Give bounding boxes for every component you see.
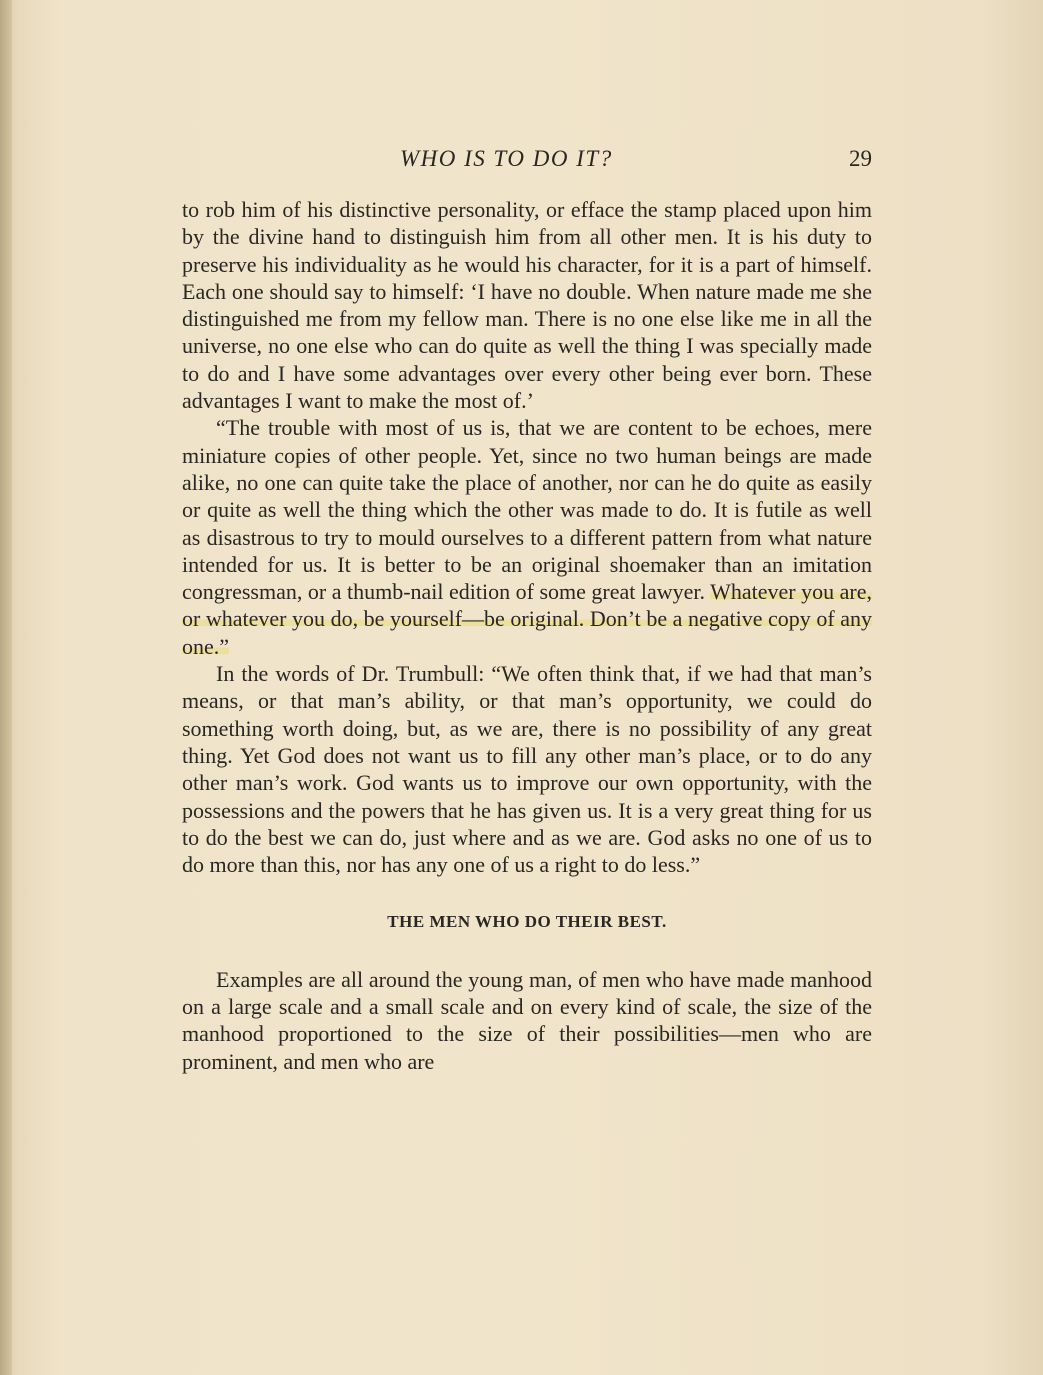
paragraph-trumbull: In the words of Dr. Trumbull: “We often think that, if we had that man’s means, or that man’s ability, or that man’s opportunity, we could do something worth doing, but, as we are, there is no possibility of any great thing. Yet God does not want us to fill any other man’s place, or to do any other man’s work. God wants us to improve our own opportunity, with the possessions and the powers that he has given us. It is a very great thing for us to do the best we can do, just where and as we are. God asks no one of us to do more than this, nor has any one of us a right to do less.”: [182, 661, 872, 878]
paragraph-continued: to rob him of his distinctive personality, or efface the stamp placed upon him by the divine hand to distinguish him from all other men. It is his duty to preserve his individuality as he would his character, for it is a part of himself. Each one should say to himself: ‘I have no double. When nature made me she distinguished me from my fellow man. There is no one else like me in all the universe, no one else who can do quite as well the thing I was specially made to do and I have some advantages over every other being ever born. These advantages I want to make the most of.’: [182, 197, 872, 414]
page-number: 29: [849, 146, 872, 171]
paragraph-quote: [182, 414, 872, 660]
paragraph-quote-text: “The trouble with most of us is, that we are content to be echoes, mere miniature copies of other people. Yet, since no two human beings are made alike, no one can quite take the place of another, nor can he do quite as easily or quite as well the thing which the other was made to do. It is futile as well as disastrous to try to mould ourselves to a different pattern from what nature intended for us. It is better to be an original shoemaker than an imitation congressman, or a thumb-nail edition of some great lawyer.: [182, 415, 872, 605]
paragraph-examples: Examples are all around the young man, of men who have made manhood on a large scale and a small scale and on every kind of scale, the size of the manhood proportioned to the size of their possibilities—men who are prominent, and men who are: [182, 966, 872, 1074]
page-spine-edge: [0, 0, 12, 1375]
highlighted-text: Whatever you are, or whatever you do, be yourself—be original. Don’t be a negative copy of any one.”: [182, 579, 872, 659]
section-heading: THE MEN WHO DO THEIR BEST.: [387, 912, 667, 932]
body-text: [182, 196, 872, 1075]
page-header: [182, 146, 872, 178]
running-head: WHO IS TO DO IT?: [400, 146, 613, 171]
